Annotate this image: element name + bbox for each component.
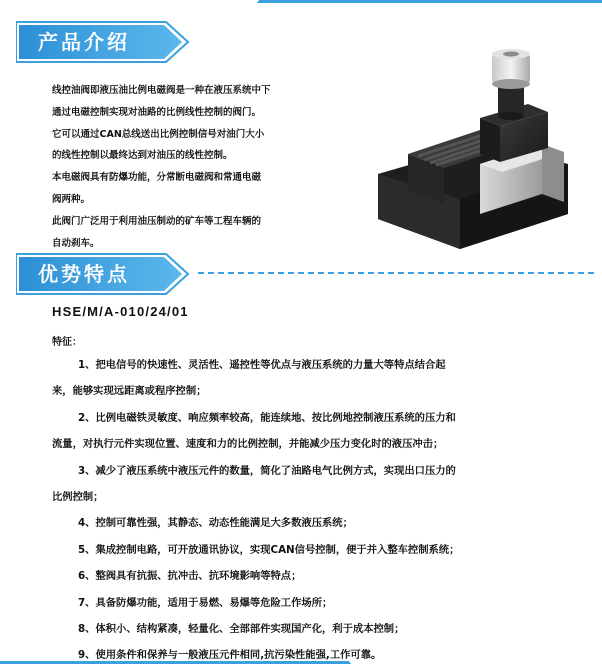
feature-line: 比例控制； [52,491,104,504]
intro-line: 线控油阀即液压油比例电磁阀是一种在液压系统中下 [52,85,271,96]
dashed-divider [198,272,594,274]
feature-line: 来，能够实现远距离或程序控制； [52,385,207,398]
section-title-intro: 产品介绍 [38,30,130,54]
section-title-features: 优势特点 [38,262,130,286]
features-label: 特征： [52,337,82,348]
intro-line: 它可以通过CAN总线送出比例控制信号对油门大小 [52,128,265,140]
product-image [368,44,582,254]
intro-line: 通过电磁控制实现对油路的比例线性控制的阀门。 [52,106,262,118]
feature-line: 8、体积小、结构紧凑，轻量化、全部部件实现国产化，利于成本控制； [78,623,405,636]
top-accent-line [262,0,602,3]
feature-line: 5、集成控制电路，可开放通讯协议，实现CAN信号控制，便于并入整车控制系统； [78,543,460,556]
model-number: HSE/M/A-010/24/01 [52,304,189,319]
intro-paragraph [52,80,352,254]
feature-line: 3、减少了液压系统中液压元件的数量，简化了油路电气比例方式，实现出口压力的 [78,464,456,477]
intro-line: 此阀门广泛用于利用油压制动的矿车等工程车辆的 [52,215,262,227]
solenoid-valve-icon [368,44,582,254]
feature-line: 9、使用条件和保养与一般液压元件相同,抗污染性能强,工作可靠。 [78,649,382,662]
feature-line: 6、整阀具有抗振、抗冲击、抗环境影响等特点； [78,570,302,583]
feature-line: 1、把电信号的快速性、灵活性、遥控性等优点与液压系统的力量大等特点结合起 [78,359,446,371]
intro-line: 阀两种。 [52,193,91,205]
feature-line: 流量，对执行元件实现位置、速度和力的比例控制，并能减少压力变化时的液压冲击； [52,438,444,451]
intro-line: 自动刹车。 [52,237,100,249]
feature-line: 2、比例电磁铁灵敏度、响应频率较高，能连续地、按比例地控制液压系统的压力和 [78,411,456,424]
section-header-features [16,252,194,296]
intro-line: 本电磁阀具有防爆功能，分常断电磁阀和常通电磁 [52,172,262,184]
feature-line: 7、具备防爆功能，适用于易燃、易爆等危险工作场所； [78,596,333,609]
section-header-intro [16,20,194,64]
feature-line: 4、控制可靠性强，其静态、动态性能满足大多数液压系统； [78,517,353,530]
intro-line: 的线性控制以最终达到对油压的线性控制。 [52,150,233,162]
features-list [52,352,562,669]
